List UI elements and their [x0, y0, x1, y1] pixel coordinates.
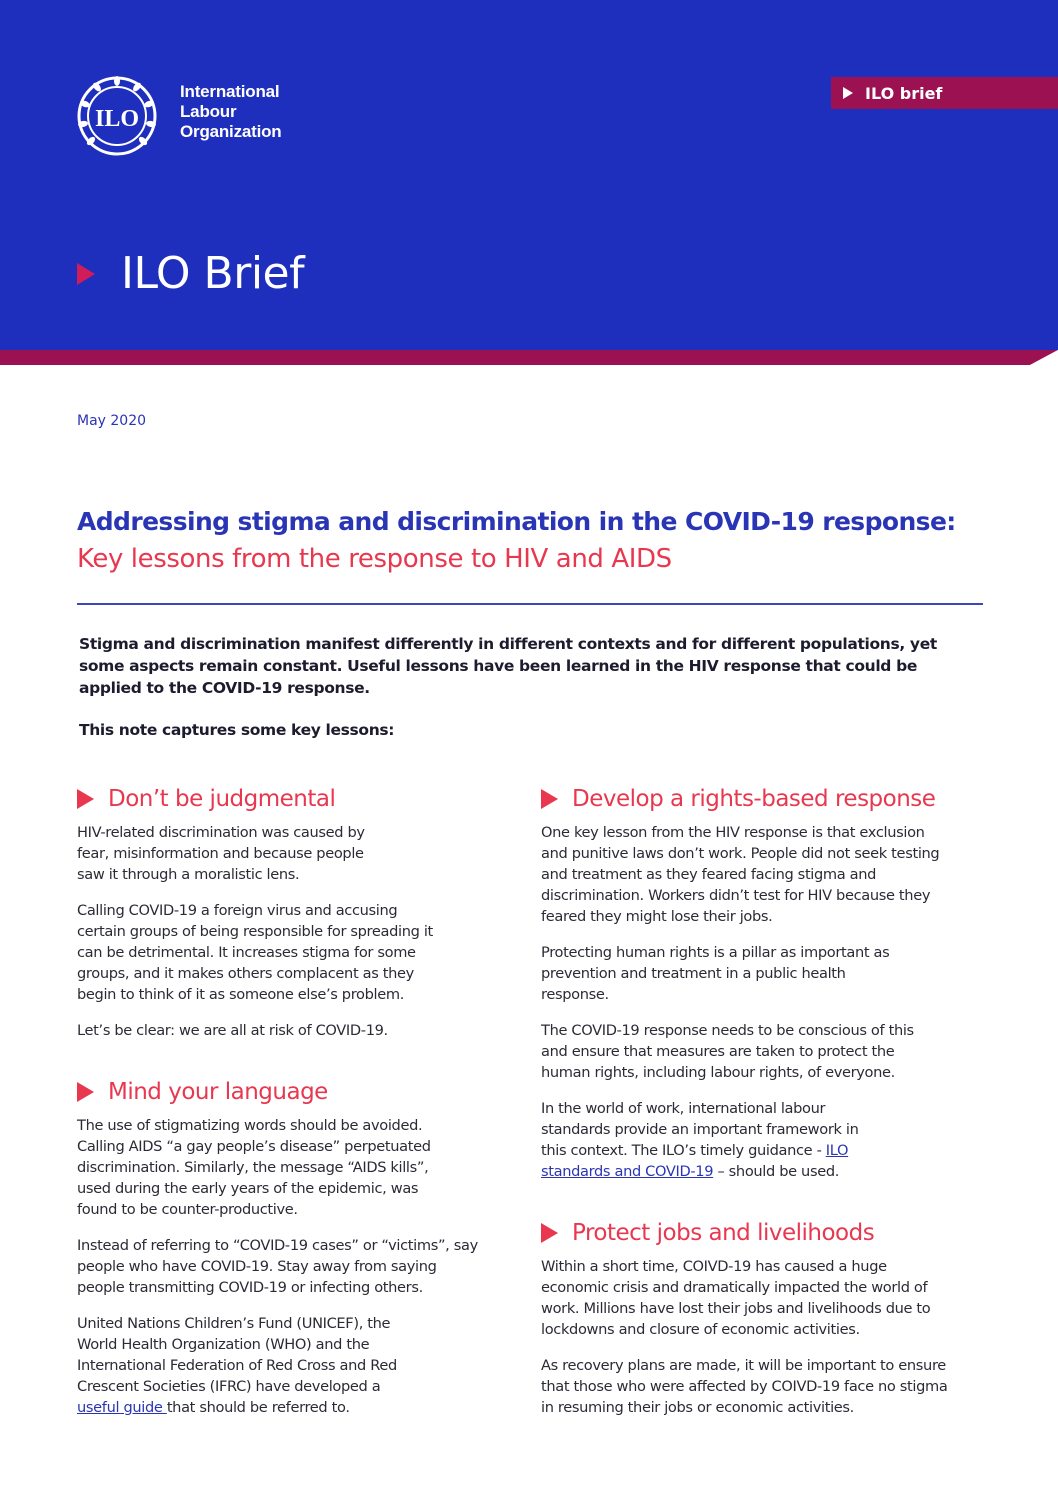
brief-title: [77, 248, 304, 299]
rights-p4-text: In the world of work, international labour standards provide an important framework in this context. The ILO’s timely guidance -: [541, 1100, 859, 1159]
intro-block: [79, 633, 979, 741]
intro-paragraph: Stigma and discrimination manifest differently in different contexts and for different populations, yet some aspects remain constant. Useful lessons have been learned in the HIV response that could be applied to the COVID-19 response.: [79, 635, 937, 697]
section-heading-jobs: [541, 1218, 951, 1248]
language-p3-text: United Nations Children’s Fund (UNICEF), the World Health Organization (WHO) and the International Federation of Red Cross and Red Crescent Societies (IFRC) have developed a: [77, 1315, 397, 1395]
section-heading-rights: [541, 784, 951, 814]
divider: [77, 603, 983, 605]
org-name-line-3: Organization: [180, 122, 282, 141]
language-paragraph-2: Instead of referring to “COVID-19 cases” or “victims”, say people who have COVID-19. Stay away from saying people transmitting COVID-19 or infecting others.: [77, 1237, 478, 1296]
judgmental-paragraph-2: Calling COVID-19 a foreign virus and accusing certain groups of being responsible for spreading it can be detrimental. It increases stigma for some groups, and it makes others complacent as they begin to think of it as someone else’s problem.: [77, 902, 433, 1003]
rights-paragraph-1: One key lesson from the HIV response is that exclusion and punitive laws don’t work. People did not seek testing and treatment as they feared facing stigma and discrimination. Workers didn’t test for HIV because they feared they might lose their jobs.: [541, 824, 940, 925]
headline-title: Addressing stigma and discrimination in the COVID-19 response:: [77, 507, 956, 536]
left-column: [77, 784, 487, 1433]
org-name-line-2: Labour: [180, 102, 237, 121]
document-headline: [77, 507, 987, 574]
section-heading-language: [77, 1077, 487, 1107]
language-paragraph-3: [77, 1313, 422, 1418]
rights-p4-tail: – should be used.: [713, 1163, 840, 1180]
headline-subtitle: Key lessons from the response to HIV and AIDS: [77, 544, 672, 574]
jobs-paragraph-1: Within a short time, COIVD-19 has caused a huge economic crisis and dramatically impacted the world of work. Millions have lost their jobs and livelihoods due to lockdowns and closure of economic activities.: [541, 1258, 931, 1338]
header-banner: [0, 0, 1058, 350]
section-heading-text: Develop a rights-based response: [572, 786, 936, 812]
accent-stripe: [0, 350, 1058, 365]
publication-date: May 2020: [77, 413, 147, 429]
section-heading-text: Mind your language: [108, 1079, 328, 1105]
judgmental-paragraph-3: Let’s be clear: we are all at risk of COVID-19.: [77, 1022, 388, 1039]
section-heading-text: Don’t be judgmental: [108, 786, 336, 812]
tag-label: ILO brief: [865, 83, 943, 103]
svg-text:ILO: ILO: [94, 106, 140, 132]
organization-name: [180, 82, 282, 142]
useful-guide-link[interactable]: useful guide: [77, 1399, 167, 1416]
play-triangle-icon: [843, 87, 853, 99]
ilo-brief-tag: [831, 77, 1058, 109]
play-triangle-icon: [77, 263, 95, 285]
section-heading-judgmental: [77, 784, 487, 814]
rights-paragraph-2: Protecting human rights is a pillar as important as prevention and treatment in a public health response.: [541, 944, 890, 1003]
language-paragraph-1: The use of stigmatizing words should be avoided. Calling AIDS “a gay people’s disease” perpetuated discrimination. Similarly, the message “AIDS kills”, used during the early years of the epidemic, was found to be counter-productive.: [77, 1117, 431, 1218]
right-column: [541, 784, 951, 1433]
org-name-line-1: International: [180, 82, 280, 101]
ilo-standards-covid-link[interactable]: ILO standards and COVID-19: [541, 1142, 849, 1180]
rights-paragraph-4: [541, 1098, 886, 1182]
ilo-logo-emblem: [77, 76, 157, 156]
play-triangle-icon: [541, 789, 558, 809]
language-p3-tail: that should be referred to.: [166, 1399, 350, 1416]
intro-note: This note captures some key lessons:: [79, 721, 395, 739]
rights-paragraph-3: The COVID-19 response needs to be conscious of this and ensure that measures are taken to protect the human rights, including labour rights, of everyone.: [541, 1022, 914, 1081]
section-heading-text: Protect jobs and livelihoods: [572, 1220, 875, 1246]
brief-title-text: ILO Brief: [121, 248, 305, 299]
judgmental-paragraph-1: HIV-related discrimination was caused by fear, misinformation and because people saw it through a moralistic lens.: [77, 824, 365, 883]
jobs-paragraph-2: As recovery plans are made, it will be important to ensure that those who were affected by COIVD-19 face no stigma in resuming their jobs or economic activities.: [541, 1357, 948, 1416]
play-triangle-icon: [541, 1223, 558, 1243]
play-triangle-icon: [77, 1082, 94, 1102]
play-triangle-icon: [77, 789, 94, 809]
